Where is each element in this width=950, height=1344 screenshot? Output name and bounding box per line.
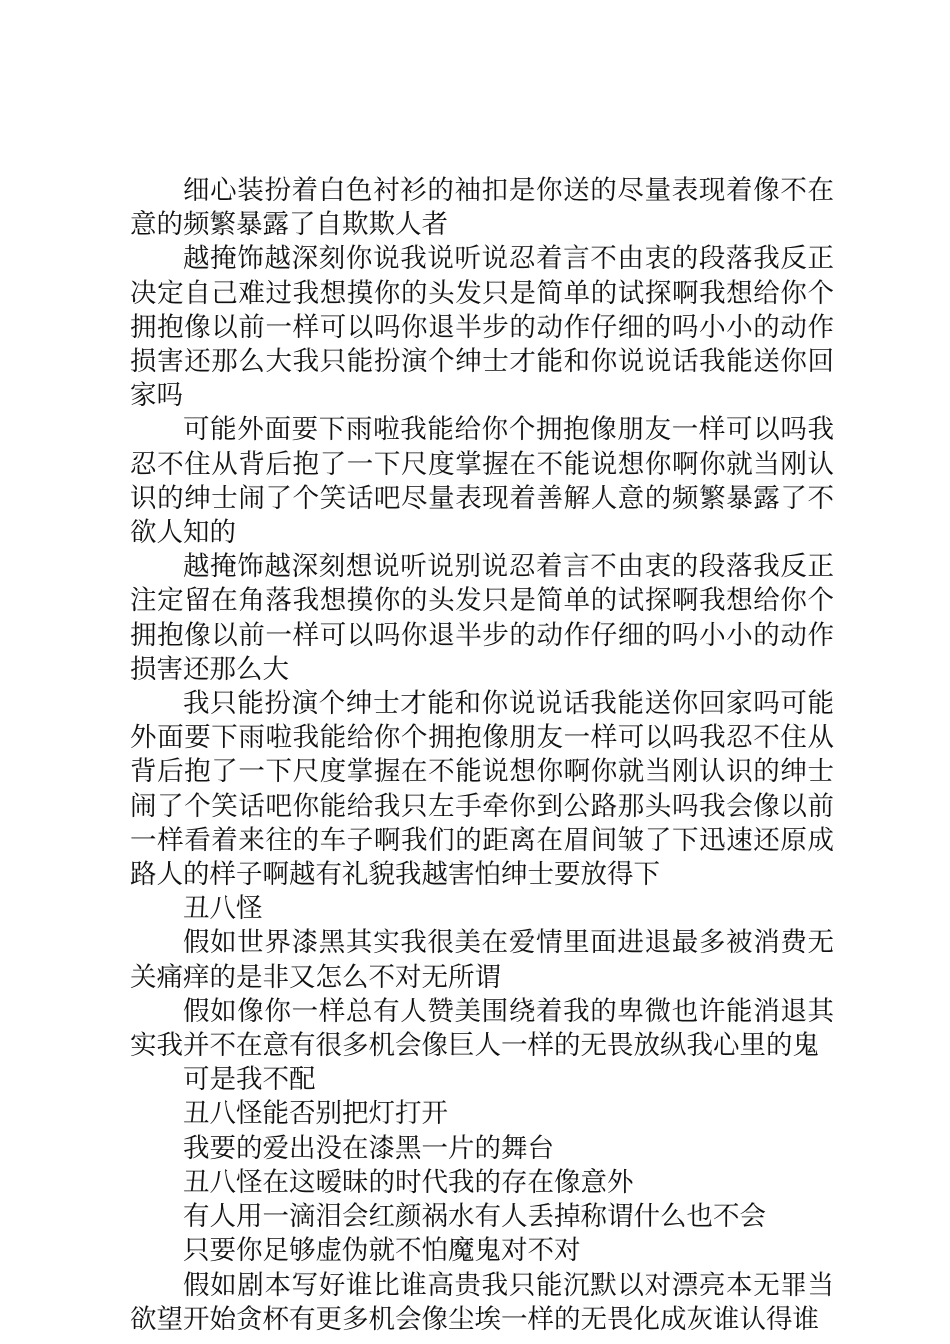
paragraph: 只要你足够虚伪就不怕魔鬼对不对 [183,1235,581,1267]
paragraph: 细心装扮着白色衬衫的袖扣是你送的尽量表现着像不在意的频繁暴露了自欺欺人者 [130,175,834,241]
document-body [130,174,834,1337]
paragraph: 越掩饰越深刻你说我说听说忍着言不由衷的段落我反正决定自己难过我想摸你的头发只是简单的试探啊我想给你个拥抱像以前一样可以吗你退半步的动作仔细的吗小小的动作损害还那么大我只能扮演个绅士才能和你说说话我能送你回家吗 [130,243,834,412]
paragraph: 假如世界漆黑其实我很美在爱情里面进退最多被消费无关痛痒的是非又怎么不对无所谓 [130,927,834,993]
paragraph: 丑八怪能否别把灯打开 [183,1098,448,1130]
paragraph: 假如剧本写好谁比谁高贵我只能沉默以对漂亮本无罪当欲望开始贪杯有更多机会像尘埃一样的无畏化成灰谁认得谁 [130,1269,834,1335]
paragraph: 我只能扮演个绅士才能和你说说话我能送你回家吗可能外面要下雨啦我能给你个拥抱像朋友一样可以吗我忍不住从背后抱了一下尺度掌握在不能说想你啊你就当刚认识的绅士闹了个笑话吧你能给我只左手牵你到公路那头吗我会像以前一样看着来往的车子啊我们的距离在眉间皱了下迅速还原成路人的样子啊越有礼貌我越害怕绅士要放得下 [130,688,834,891]
paragraph: 丑八怪在这暧昧的时代我的存在像意外 [183,1166,634,1198]
paragraph: 我要的爱出没在漆黑一片的舞台 [183,1132,554,1164]
paragraph: 有人用一滴泪会红颜祸水有人丢掉称谓什么也不会 [183,1201,766,1233]
paragraph: 假如像你一样总有人赞美围绕着我的卑微也许能消退其实我并不在意有很多机会像巨人一样的无畏放纵我心里的鬼 [130,995,834,1062]
section-heading: 丑八怪 [183,893,263,925]
paragraph: 越掩饰越深刻想说听说别说忍着言不由衷的段落我反正注定留在角落我想摸你的头发只是简单的试探啊我想给你个拥抱像以前一样可以吗你退半步的动作仔细的吗小小的动作损害还那么大 [130,551,834,685]
paragraph: 可是我不配 [183,1064,316,1096]
paragraph: 可能外面要下雨啦我能给你个拥抱像朋友一样可以吗我忍不住从背后抱了一下尺度掌握在不能说想你啊你就当刚认识的绅士闹了个笑话吧尽量表现着善解人意的频繁暴露了不欲人知的 [130,414,834,549]
